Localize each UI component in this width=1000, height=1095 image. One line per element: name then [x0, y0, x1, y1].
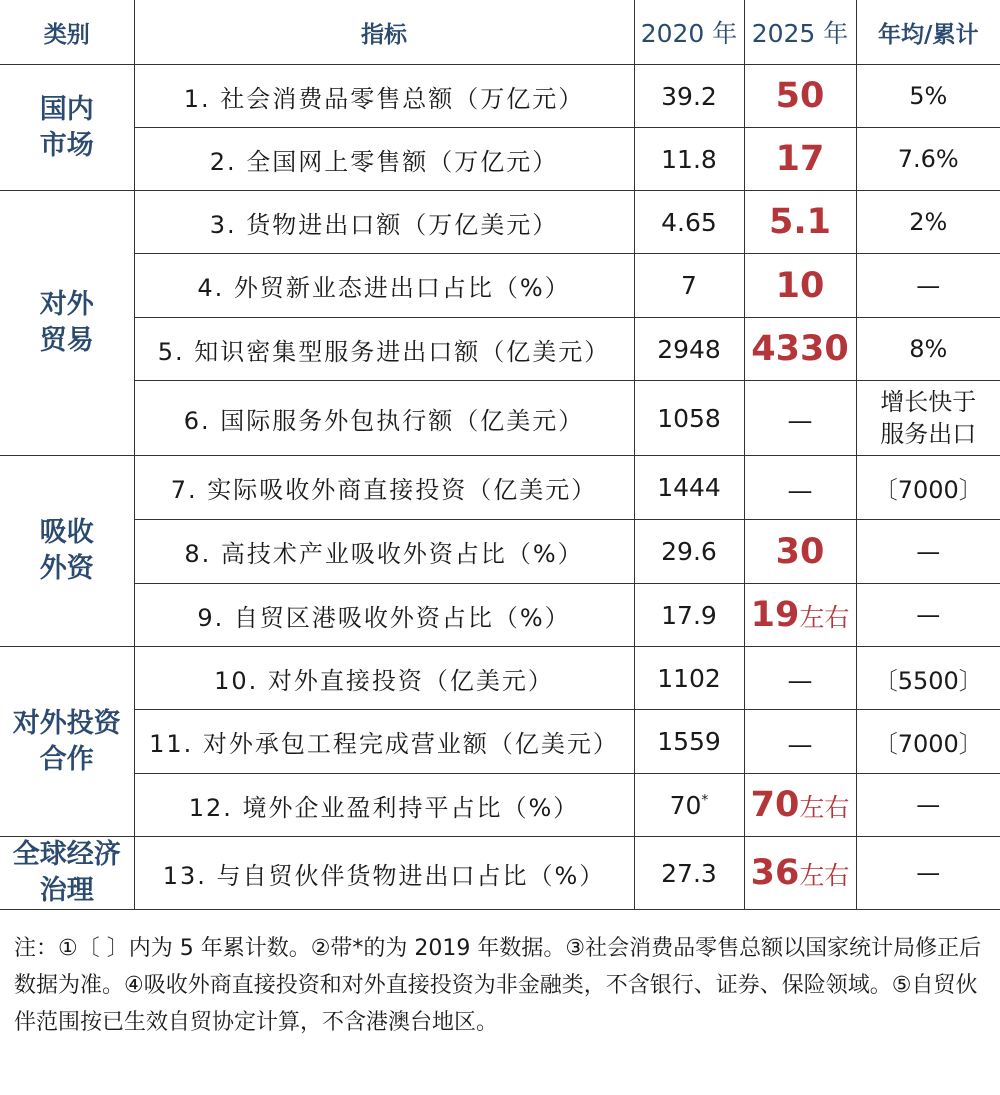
value-2025-cell: [744, 128, 856, 191]
value-2025-cell: [744, 318, 856, 381]
value-2020: 29.6: [661, 537, 717, 566]
category-cell: 国内 市场: [0, 65, 134, 191]
indicator-cell: 12. 境外企业盈利持平占比（%）: [134, 774, 634, 837]
value-2025: 30: [775, 531, 825, 572]
indicator-cell: 11. 对外承包工程完成营业额（亿美元）: [134, 710, 634, 774]
annual-cumulative-cell: —: [856, 584, 1000, 647]
value-2025-suffix: 左右: [799, 793, 850, 822]
header-category: 类别: [0, 0, 134, 65]
value-2025-cell: [744, 381, 856, 456]
value-2020-cell: [634, 647, 744, 710]
value-2020-cell: [634, 65, 744, 128]
value-2020: 4.65: [661, 207, 717, 237]
header-2025: 2025 年: [744, 0, 856, 65]
annual-cumulative-cell: 7.6%: [856, 128, 1000, 191]
value-2025-cell: [744, 65, 856, 128]
value-2020-cell: [634, 254, 744, 318]
value-2020: 39.2: [661, 81, 717, 111]
table-row: [0, 584, 1000, 647]
category-cell: 吸收 外资: [0, 456, 134, 647]
table-row: [0, 456, 1000, 520]
value-2025: 5.1: [768, 202, 831, 242]
value-2025: —: [787, 406, 813, 435]
table-row: [0, 65, 1000, 128]
table-body: [0, 65, 1000, 910]
annual-cumulative-cell: —: [856, 837, 1000, 910]
value-2020: 17.9: [661, 600, 717, 630]
table-row: [0, 254, 1000, 318]
value-2025: 50: [775, 76, 825, 116]
value-2020-cell: [634, 837, 744, 910]
annual-cumulative-cell: 〔5500〕: [856, 647, 1000, 710]
indicator-cell: 9. 自贸区港吸收外资占比（%）: [134, 584, 634, 647]
value-2025: —: [787, 666, 813, 695]
indicator-cell: 5. 知识密集型服务进出口额（亿美元）: [134, 318, 634, 381]
value-2020: 1102: [657, 663, 721, 693]
category-cell: 对外 贸易: [0, 191, 134, 456]
asterisk-marker: *: [701, 792, 709, 809]
table-row: [0, 710, 1000, 774]
value-2020: 1559: [657, 727, 721, 756]
footnote: 注：①〔 〕内为 5 年累计数。②带*的为 2019 年数据。③社会消费品零售总额以国家统计局修正后数据为准。④吸收外商直接投资和对外直接投资为非金融类，不含银行、证券、保险领域。⑤自贸伙伴范围按已生效自贸协定计算，不含港澳台地区。: [14, 936, 982, 1035]
value-2025-cell: [744, 456, 856, 520]
table-row: [0, 520, 1000, 584]
annual-cumulative-cell: —: [856, 774, 1000, 837]
annual-cumulative-cell: —: [856, 254, 1000, 318]
value-2020: 27.3: [661, 858, 717, 888]
category-cell: 全球经济 治理: [0, 837, 134, 910]
value-2025: —: [787, 475, 813, 505]
value-2020-cell: [634, 456, 744, 520]
value-2020: 1058: [657, 403, 721, 433]
value-2025: 36: [750, 853, 800, 893]
table-row: [0, 647, 1000, 710]
value-2025: 19: [750, 595, 800, 635]
value-2025: —: [787, 729, 813, 759]
indicator-cell: 2. 全国网上零售额（万亿元）: [134, 128, 634, 191]
value-2020-cell: [634, 381, 744, 456]
annual-cumulative-cell: —: [856, 520, 1000, 584]
indicator-cell: 6. 国际服务外包执行额（亿美元）: [134, 381, 634, 456]
value-2020: 11.8: [661, 144, 717, 174]
value-2025-cell: [744, 584, 856, 647]
value-2020-cell: [634, 191, 744, 254]
value-2025: 10: [775, 265, 825, 306]
value-2025-suffix: 左右: [799, 603, 850, 632]
value-2025: 17: [775, 139, 825, 179]
value-2020: 2948: [657, 334, 721, 364]
value-2020-cell: [634, 318, 744, 381]
value-2025-cell: [744, 837, 856, 910]
value-2020-cell: [634, 774, 744, 837]
indicator-cell: 1. 社会消费品零售总额（万亿元）: [134, 65, 634, 128]
table-row: [0, 837, 1000, 910]
value-2020: 7: [681, 271, 697, 300]
table-row: [0, 774, 1000, 837]
value-2020-cell: [634, 584, 744, 647]
category-cell: 对外投资 合作: [0, 647, 134, 837]
indicator-cell: 10. 对外直接投资（亿美元）: [134, 647, 634, 710]
value-2020-cell: [634, 710, 744, 774]
value-2025-cell: [744, 191, 856, 254]
value-2025-cell: [744, 254, 856, 318]
header-indicator: 指标: [134, 0, 634, 65]
indicator-cell: 13. 与自贸伙伴货物进出口占比（%）: [134, 837, 634, 910]
header-annual-cumulative: 年均/累计: [856, 0, 1000, 65]
annual-cumulative-cell: 2%: [856, 191, 1000, 254]
header-2020: 2020 年: [634, 0, 744, 65]
header-row: [0, 0, 1000, 65]
indicator-cell: 4. 外贸新业态进出口占比（%）: [134, 254, 634, 318]
indicator-cell: 3. 货物进出口额（万亿美元）: [134, 191, 634, 254]
value-2025-cell: [744, 647, 856, 710]
value-2025-cell: [744, 774, 856, 837]
value-2025-cell: [744, 520, 856, 584]
table-row: [0, 318, 1000, 381]
value-2020-cell: [634, 128, 744, 191]
table-row: [0, 191, 1000, 254]
annual-cumulative-cell: 增长快于 服务出口: [856, 381, 1000, 456]
table-row: [0, 381, 1000, 456]
annual-cumulative-cell: 5%: [856, 65, 1000, 128]
value-2025: 70: [750, 785, 800, 825]
indicator-cell: 7. 实际吸收外商直接投资（亿美元）: [134, 456, 634, 520]
value-2020: 70: [669, 790, 702, 820]
value-2020: 1444: [657, 473, 721, 502]
annual-cumulative-cell: 8%: [856, 318, 1000, 381]
value-2025-cell: [744, 710, 856, 774]
value-2025: 4330: [751, 329, 849, 369]
value-2020-cell: [634, 520, 744, 584]
table-row: [0, 128, 1000, 191]
value-2025-suffix: 左右: [799, 861, 850, 890]
annual-cumulative-cell: 〔7000〕: [856, 456, 1000, 520]
annual-cumulative-cell: 〔7000〕: [856, 710, 1000, 774]
indicator-cell: 8. 高技术产业吸收外资占比（%）: [134, 520, 634, 584]
